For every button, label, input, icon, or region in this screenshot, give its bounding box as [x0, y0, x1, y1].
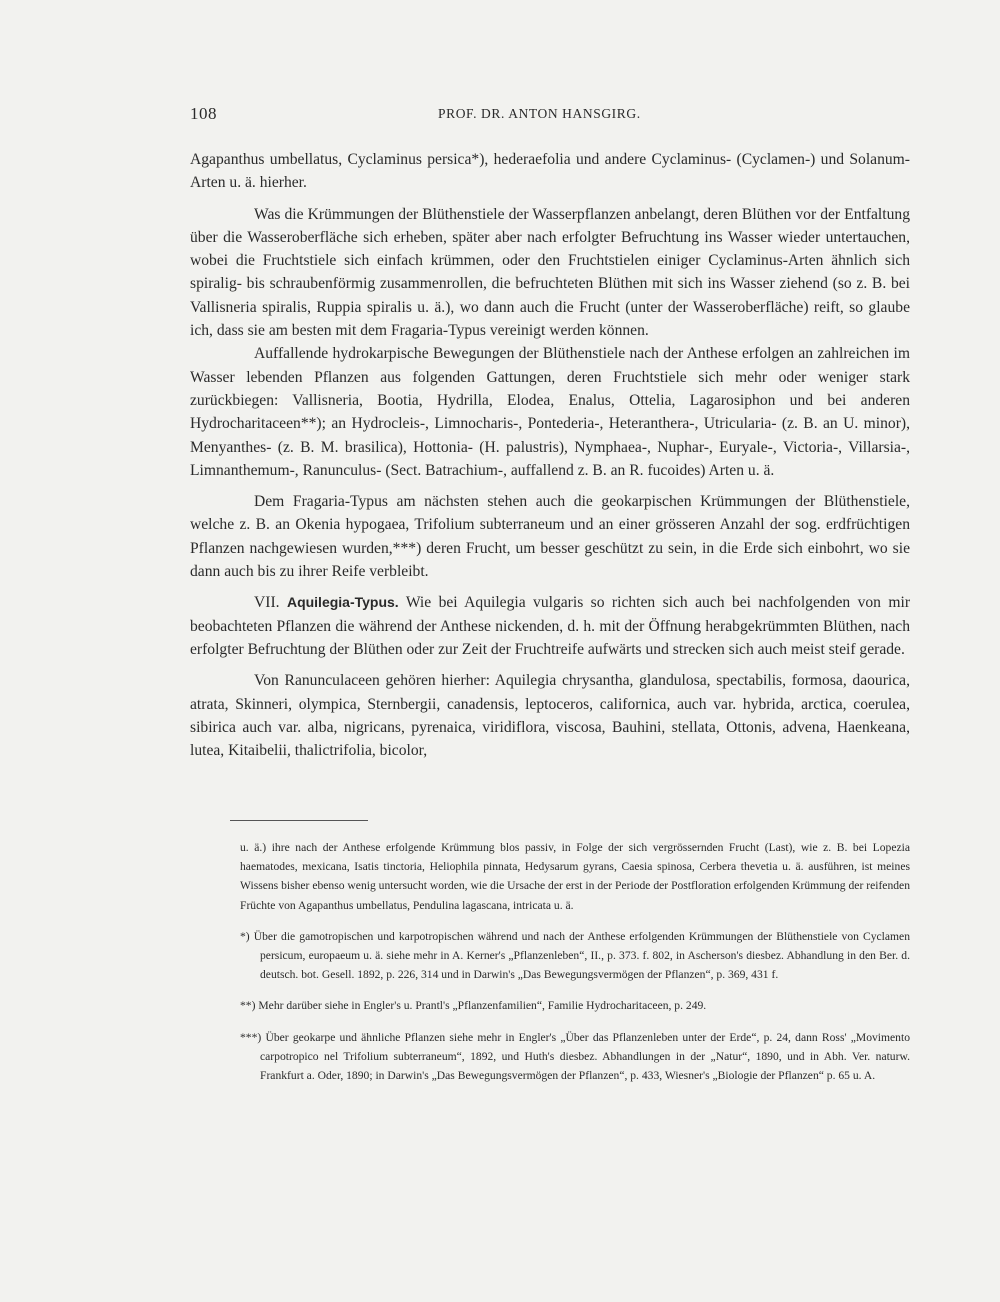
main-text	[190, 148, 910, 762]
section-heading: Aquilegia-Typus.	[286, 594, 399, 611]
page-number: 108	[190, 104, 217, 123]
footnote-1-mark: *)	[240, 929, 250, 943]
paragraph-water-plants: Was die Krümmungen der Blüthenstiele der Wasserpflanzen anbelangt, deren Blüthen vor der Entfaltung über die Wasseroberfläche sich erheben, später aber nach erfolgter Befruchtung ins Wasser wieder untertauchen, wobei die Fruchtstiele sich einfach krümmen, oder den Fruchtstielen einiger Cyclaminus-Arten ähnlich sich spiralig- bis schraubenförmig zusammenrollen, die befruchteten Blüthen mit sich ins Wasser ziehend (so z. B. bei Vallisneria spiralis, Ruppia spiralis u. ä.), wo dann auch die Frucht (unter der Wasseroberfläche) reift, so glaube ich, dass sie am besten mit dem Fragaria-Typus vereinigt werden können.	[190, 205, 910, 340]
section-number: VII.	[254, 594, 280, 612]
paragraph-continued: Agapanthus umbellatus, Cyclaminus persica*), hederaefolia und andere Cyclaminus- (Cyclamen-) und Solanum-Arten u. ä. hierher.	[190, 151, 910, 192]
footnote-3	[240, 1028, 910, 1086]
footnote-1-text: Über die gamotropischen und karpotropischen während und nach der Anthese erfolgenden Krümmungen der Blüthenstiele von Cyclamen persicum, europaeum u. ä. siehe mehr in A. Kerner's „Pflanzenleben“, II., p. 373. f. 802, in Ascherson's diesbez. Abhandlung in den Ber. d. deutsch. bot. Gesell. 1892, p. 226, 314 und in Darwin's „Das Bewegungsvermögen der Pflanzen“, p. 369, 431 f.	[253, 929, 911, 982]
section-text: Wie bei Aquilegia vulgaris so richten sich auch bei nachfolgenden von mir beobachteten Pflanzen die während der Anthese nickenden, d. h. mit der Öffnung herabgekrümmten Blüthen, nach erfolgter Befruchtung der Blüthen oder zur Zeit der Fruchtreife aufwärts und strecken sich auch meist steif gerade.	[190, 594, 911, 658]
footnote-2-text: Mehr darüber siehe in Engler's u. Prantl's „Pflanzenfamilien“, Familie Hydrocharitaceen, p. 249.	[258, 999, 707, 1013]
footnote-2	[240, 996, 910, 1015]
running-head: PROF. DR. ANTON HANSGIRG.	[438, 106, 641, 121]
paragraph-aquilegia-type	[190, 591, 910, 661]
paragraph-geocarpic: Dem Fragaria-Typus am nächsten stehen auch die geokarpischen Krümmungen der Blüthenstiele, welche z. B. an Okenia hypogaea, Trifolium subterraneum und an einer grösseren Anzahl der sog. erdfrüchtigen Pflanzen nachgewiesen wurden,***) deren Frucht, um besser geschützt zu sein, in die Erde sich einbohrt, wo sie dann auch bis zu ihrer Reife verbleibt.	[190, 493, 910, 581]
page-header	[190, 104, 910, 128]
footnotes	[240, 838, 910, 1085]
footnote-3-mark: ***)	[240, 1030, 262, 1044]
footnote-continued: u. ä.) ihre nach der Anthese erfolgende Krümmung blos passiv, in Folge der sich vergrössernden Frucht (Last), wie z. B. bei Lopezia haematodes, mexicana, Isatis tinctoria, Heliophila pinnata, Hedysarum gyrans, Caesia spinosa, Cerbera thevetia u. ä. ausführen, ist meines Wissens bisher ebenso wenig untersucht worden, wie die Ursache der erst in der Periode der Postfloration erfolgenden Krümmung der reifenden Früchte von Agapanthus umbellatus, Pendulina lagascana, intricata u. ä.	[240, 841, 910, 912]
footnote-1	[240, 927, 910, 985]
paragraph-hydrocarpic: Auffallende hydrokarpische Bewegungen der Blüthenstiele nach der Anthese erfolgen an zahlreichen im Wasser lebenden Pflanzen aus folgenden Gattungen, deren Fruchtstiele sich mehr oder weniger stark zurückbiegen: Vallisneria, Bootia, Hydrilla, Elodea, Enalus, Ottelia, Lagarosiphon und bei anderen Hydrocharitaceen**); an Hydrocleis-, Limnocharis-, Pontederia-, Heteranthera-, Utricularia- (z. B. an U. minor), Menyanthes- (z. B. M. brasilica), Hottonia- (H. palustris), Nymphaea-, Nuphar-, Euryale-, Victoria-, Villarsia-, Limnanthemum-, Ranunculus- (Sect. Batrachium-, auffallend z. B. an R. fucoides) Arten u. ä.	[190, 345, 910, 479]
footnote-2-mark: **)	[240, 999, 256, 1013]
footnote-3-text: Über geokarpe und ähnliche Pflanzen siehe mehr in Engler's „Über das Pflanzenleben unter der Erde“, p. 24, dann Ross' „Movimento carpotropico nel Trifolium subterraneum“, 1892, und Huth's diesbez. Abhandlungen in der „Natur“, 1890, und in Abh. Ver. naturw. Frankfurt a. Oder, 1890; in Darwin's „Das Bewegungsvermögen der Pflanzen“, p. 433, Wiesner's „Biologie der Pflanzen“ p. 65 u. A.	[260, 1030, 910, 1083]
paragraph-ranunculaceae: Von Ranunculaceen gehören hierher: Aquilegia chrysantha, glandulosa, spectabilis, formosa, daourica, atrata, Skinneri, olympica, Sternbergii, canadensis, leptoceros, californica, auch var. hybrida, arctica, coerulea, sibirica auch var. alba, nigricans, pyrenaica, viridiflora, viscosa, Bauhini, stellata, Ottonis, advena, Haenkeana, lutea, Kitaibelii, thalictrifolia, bicolor,	[190, 672, 910, 760]
footnote-rule	[230, 820, 368, 821]
